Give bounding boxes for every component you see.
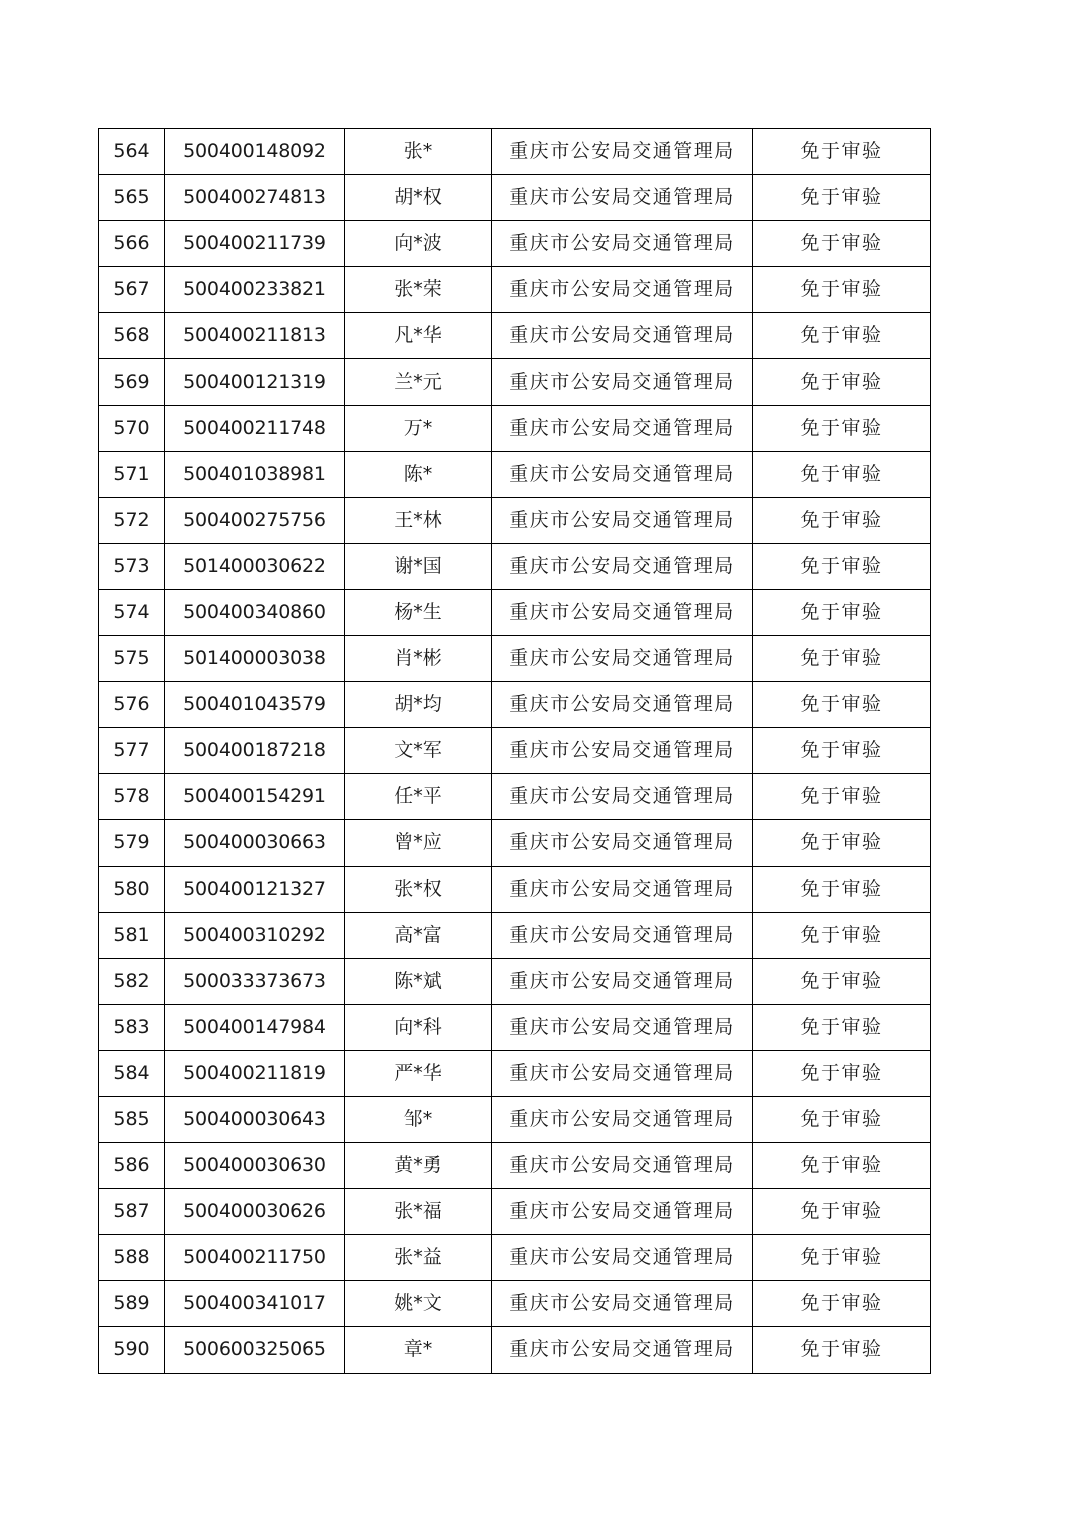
record-id-cell: 500400211813 xyxy=(165,313,345,359)
row-number-cell: 590 xyxy=(99,1327,165,1373)
table-row xyxy=(99,774,931,820)
row-number-cell: 587 xyxy=(99,1189,165,1235)
record-id-cell: 500400187218 xyxy=(165,728,345,774)
status-cell: 免于审验 xyxy=(753,636,931,682)
table-row xyxy=(99,866,931,912)
status-cell: 免于审验 xyxy=(753,820,931,866)
row-number-cell: 575 xyxy=(99,636,165,682)
authority-cell: 重庆市公安局交通管理局 xyxy=(492,497,753,543)
status-cell: 免于审验 xyxy=(753,451,931,497)
table-row xyxy=(99,1050,931,1096)
status-cell: 免于审验 xyxy=(753,359,931,405)
status-cell: 免于审验 xyxy=(753,1004,931,1050)
record-id-cell: 500400340860 xyxy=(165,589,345,635)
record-id-cell: 500400030643 xyxy=(165,1096,345,1142)
status-cell: 免于审验 xyxy=(753,221,931,267)
status-cell: 免于审验 xyxy=(753,866,931,912)
record-id-cell: 500400274813 xyxy=(165,175,345,221)
table-row xyxy=(99,175,931,221)
record-id-cell: 500033373673 xyxy=(165,958,345,1004)
person-name-cell: 章* xyxy=(345,1327,492,1373)
record-id-cell: 500400030663 xyxy=(165,820,345,866)
record-id-cell: 500400275756 xyxy=(165,497,345,543)
row-number-cell: 578 xyxy=(99,774,165,820)
record-id-cell: 500400147984 xyxy=(165,1004,345,1050)
authority-cell: 重庆市公安局交通管理局 xyxy=(492,451,753,497)
table-row xyxy=(99,313,931,359)
person-name-cell: 陈*斌 xyxy=(345,958,492,1004)
authority-cell: 重庆市公安局交通管理局 xyxy=(492,1327,753,1373)
authority-cell: 重庆市公安局交通管理局 xyxy=(492,221,753,267)
record-id-cell: 500400148092 xyxy=(165,129,345,175)
authority-cell: 重庆市公安局交通管理局 xyxy=(492,636,753,682)
row-number-cell: 589 xyxy=(99,1281,165,1327)
row-number-cell: 579 xyxy=(99,820,165,866)
record-id-cell: 500400211819 xyxy=(165,1050,345,1096)
authority-cell: 重庆市公安局交通管理局 xyxy=(492,313,753,359)
row-number-cell: 568 xyxy=(99,313,165,359)
table-row xyxy=(99,958,931,1004)
table-row xyxy=(99,267,931,313)
authority-cell: 重庆市公安局交通管理局 xyxy=(492,589,753,635)
row-number-cell: 577 xyxy=(99,728,165,774)
record-id-cell: 500400154291 xyxy=(165,774,345,820)
row-number-cell: 588 xyxy=(99,1235,165,1281)
status-cell: 免于审验 xyxy=(753,1096,931,1142)
status-cell: 免于审验 xyxy=(753,958,931,1004)
status-cell: 免于审验 xyxy=(753,313,931,359)
row-number-cell: 581 xyxy=(99,912,165,958)
person-name-cell: 胡*均 xyxy=(345,682,492,728)
status-cell: 免于审验 xyxy=(753,1235,931,1281)
row-number-cell: 585 xyxy=(99,1096,165,1142)
table-row xyxy=(99,728,931,774)
record-id-cell: 500401038981 xyxy=(165,451,345,497)
row-number-cell: 566 xyxy=(99,221,165,267)
person-name-cell: 曾*应 xyxy=(345,820,492,866)
record-id-cell: 500401043579 xyxy=(165,682,345,728)
record-id-cell: 500600325065 xyxy=(165,1327,345,1373)
authority-cell: 重庆市公安局交通管理局 xyxy=(492,728,753,774)
table-row xyxy=(99,1143,931,1189)
table-row xyxy=(99,129,931,175)
table-row xyxy=(99,1096,931,1142)
table-row xyxy=(99,359,931,405)
person-name-cell: 姚*文 xyxy=(345,1281,492,1327)
status-cell: 免于审验 xyxy=(753,543,931,589)
table-row xyxy=(99,682,931,728)
person-name-cell: 黄*勇 xyxy=(345,1143,492,1189)
person-name-cell: 向*波 xyxy=(345,221,492,267)
table-row xyxy=(99,1004,931,1050)
row-number-cell: 582 xyxy=(99,958,165,1004)
table-row xyxy=(99,1189,931,1235)
table-row xyxy=(99,820,931,866)
status-cell: 免于审验 xyxy=(753,728,931,774)
authority-cell: 重庆市公安局交通管理局 xyxy=(492,129,753,175)
status-cell: 免于审验 xyxy=(753,589,931,635)
authority-cell: 重庆市公安局交通管理局 xyxy=(492,682,753,728)
authority-cell: 重庆市公安局交通管理局 xyxy=(492,175,753,221)
row-number-cell: 571 xyxy=(99,451,165,497)
person-name-cell: 文*军 xyxy=(345,728,492,774)
table-row xyxy=(99,221,931,267)
person-name-cell: 邹* xyxy=(345,1096,492,1142)
authority-cell: 重庆市公安局交通管理局 xyxy=(492,1096,753,1142)
table-row xyxy=(99,405,931,451)
person-name-cell: 任*平 xyxy=(345,774,492,820)
row-number-cell: 583 xyxy=(99,1004,165,1050)
table-row xyxy=(99,636,931,682)
record-id-cell: 500400211750 xyxy=(165,1235,345,1281)
table-row xyxy=(99,1327,931,1373)
authority-cell: 重庆市公安局交通管理局 xyxy=(492,1004,753,1050)
record-id-cell: 500400030630 xyxy=(165,1143,345,1189)
status-cell: 免于审验 xyxy=(753,405,931,451)
status-cell: 免于审验 xyxy=(753,497,931,543)
authority-cell: 重庆市公安局交通管理局 xyxy=(492,866,753,912)
status-cell: 免于审验 xyxy=(753,267,931,313)
table-row xyxy=(99,912,931,958)
authority-cell: 重庆市公安局交通管理局 xyxy=(492,405,753,451)
authority-cell: 重庆市公安局交通管理局 xyxy=(492,774,753,820)
authority-cell: 重庆市公安局交通管理局 xyxy=(492,1189,753,1235)
table-row xyxy=(99,451,931,497)
row-number-cell: 576 xyxy=(99,682,165,728)
status-cell: 免于审验 xyxy=(753,1050,931,1096)
record-id-cell: 500400121319 xyxy=(165,359,345,405)
row-number-cell: 567 xyxy=(99,267,165,313)
table-row xyxy=(99,1281,931,1327)
table-row xyxy=(99,497,931,543)
table-row xyxy=(99,589,931,635)
row-number-cell: 570 xyxy=(99,405,165,451)
record-id-cell: 500400030626 xyxy=(165,1189,345,1235)
person-name-cell: 杨*生 xyxy=(345,589,492,635)
table-row xyxy=(99,543,931,589)
person-name-cell: 胡*权 xyxy=(345,175,492,221)
authority-cell: 重庆市公安局交通管理局 xyxy=(492,1143,753,1189)
authority-cell: 重庆市公安局交通管理局 xyxy=(492,912,753,958)
status-cell: 免于审验 xyxy=(753,912,931,958)
authority-cell: 重庆市公安局交通管理局 xyxy=(492,820,753,866)
authority-cell: 重庆市公安局交通管理局 xyxy=(492,1281,753,1327)
person-name-cell: 谢*国 xyxy=(345,543,492,589)
record-id-cell: 500400211739 xyxy=(165,221,345,267)
authority-cell: 重庆市公安局交通管理局 xyxy=(492,267,753,313)
record-id-cell: 501400030622 xyxy=(165,543,345,589)
status-cell: 免于审验 xyxy=(753,1189,931,1235)
person-name-cell: 张* xyxy=(345,129,492,175)
row-number-cell: 584 xyxy=(99,1050,165,1096)
status-cell: 免于审验 xyxy=(753,129,931,175)
row-number-cell: 586 xyxy=(99,1143,165,1189)
record-id-cell: 500400341017 xyxy=(165,1281,345,1327)
status-cell: 免于审验 xyxy=(753,1281,931,1327)
row-number-cell: 565 xyxy=(99,175,165,221)
person-name-cell: 严*华 xyxy=(345,1050,492,1096)
row-number-cell: 573 xyxy=(99,543,165,589)
records-table xyxy=(98,128,931,1374)
records-table-body xyxy=(99,129,931,1374)
status-cell: 免于审验 xyxy=(753,774,931,820)
person-name-cell: 陈* xyxy=(345,451,492,497)
row-number-cell: 574 xyxy=(99,589,165,635)
row-number-cell: 580 xyxy=(99,866,165,912)
person-name-cell: 高*富 xyxy=(345,912,492,958)
record-id-cell: 500400310292 xyxy=(165,912,345,958)
record-id-cell: 501400003038 xyxy=(165,636,345,682)
record-id-cell: 500400121327 xyxy=(165,866,345,912)
row-number-cell: 569 xyxy=(99,359,165,405)
person-name-cell: 张*荣 xyxy=(345,267,492,313)
authority-cell: 重庆市公安局交通管理局 xyxy=(492,1050,753,1096)
authority-cell: 重庆市公安局交通管理局 xyxy=(492,958,753,1004)
person-name-cell: 王*林 xyxy=(345,497,492,543)
status-cell: 免于审验 xyxy=(753,1327,931,1373)
row-number-cell: 572 xyxy=(99,497,165,543)
row-number-cell: 564 xyxy=(99,129,165,175)
authority-cell: 重庆市公安局交通管理局 xyxy=(492,1235,753,1281)
person-name-cell: 万* xyxy=(345,405,492,451)
person-name-cell: 向*科 xyxy=(345,1004,492,1050)
person-name-cell: 肖*彬 xyxy=(345,636,492,682)
person-name-cell: 兰*元 xyxy=(345,359,492,405)
status-cell: 免于审验 xyxy=(753,175,931,221)
record-id-cell: 500400211748 xyxy=(165,405,345,451)
person-name-cell: 张*益 xyxy=(345,1235,492,1281)
person-name-cell: 凡*华 xyxy=(345,313,492,359)
status-cell: 免于审验 xyxy=(753,682,931,728)
table-row xyxy=(99,1235,931,1281)
person-name-cell: 张*福 xyxy=(345,1189,492,1235)
record-id-cell: 500400233821 xyxy=(165,267,345,313)
person-name-cell: 张*权 xyxy=(345,866,492,912)
status-cell: 免于审验 xyxy=(753,1143,931,1189)
authority-cell: 重庆市公安局交通管理局 xyxy=(492,359,753,405)
authority-cell: 重庆市公安局交通管理局 xyxy=(492,543,753,589)
